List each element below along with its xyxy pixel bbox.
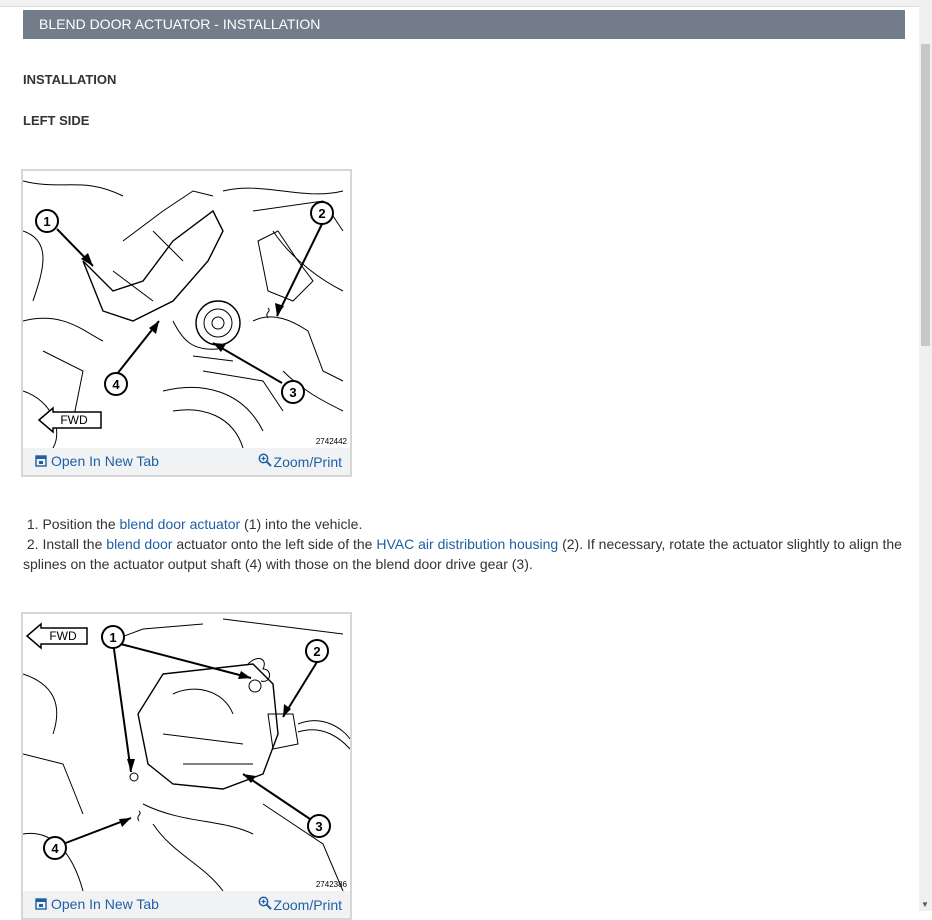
scrollbar-thumb[interactable] (921, 44, 930, 346)
figure-1-callout-1 (36, 210, 58, 232)
figure-1-callout-2 (311, 202, 333, 224)
figure-1-illustration[interactable] (23, 171, 350, 448)
blend-door-link[interactable]: blend door (106, 536, 173, 552)
figure-1-zoom-link[interactable] (258, 453, 342, 470)
svg-text:3: 3 (289, 385, 297, 400)
figure-2-callout-3 (308, 815, 330, 837)
figure-2 (21, 612, 352, 920)
svg-text:4: 4 (112, 377, 120, 392)
section-heading-installation: INSTALLATION (23, 72, 117, 87)
figure-1-callout-4 (105, 373, 127, 395)
figure-2-callout-2 (306, 640, 328, 662)
figure-1-zoom-label: Zoom/Print (273, 454, 342, 470)
figure-2-callout-1 (102, 626, 124, 648)
figure-2-zoom-label: Zoom/Print (273, 897, 342, 913)
open-new-tab-icon (35, 898, 47, 910)
figure-1-fwd-arrow (39, 408, 101, 432)
figure-2-open-tab-label: Open In New Tab (51, 896, 159, 912)
page-title: BLEND DOOR ACTUATOR - INSTALLATION (23, 10, 905, 39)
figure-2-open-tab-link[interactable] (35, 896, 159, 912)
section-heading-left-side: LEFT SIDE (23, 113, 90, 128)
figure-1-drawing (23, 171, 350, 448)
figure-1-open-tab-link[interactable] (35, 453, 159, 469)
scroll-down-arrow-icon[interactable]: ▼ (921, 900, 929, 909)
svg-text:FWD: FWD (60, 413, 88, 427)
figure-2-number: 2742386 (315, 880, 347, 889)
hvac-housing-link[interactable]: HVAC air distribution housing (376, 536, 559, 552)
figure-2-illustration[interactable] (23, 614, 350, 891)
figure-2-fwd-arrow (27, 624, 87, 648)
step-2: 2. Install the blend door actuator onto the left side of the HVAC air distribution housing (2). If necessary, rotate the actuator slightly to align the splines on the actuator output shaft (4) with those on the blend door drive gear (3). (23, 536, 902, 572)
procedure-steps (23, 514, 908, 574)
step-1: 1. Position the blend door actuator (1) into the vehicle. (26, 516, 363, 532)
vertical-scrollbar[interactable] (919, 0, 932, 911)
figure-1-callout-3 (282, 381, 304, 403)
zoom-icon (258, 453, 272, 467)
figure-2-zoom-link[interactable] (258, 896, 342, 913)
svg-text:4: 4 (51, 841, 59, 856)
svg-text:1: 1 (109, 630, 117, 645)
figure-1-toolbar (23, 448, 350, 475)
figure-2-callout-4 (44, 837, 66, 859)
svg-text:3: 3 (315, 819, 323, 834)
figure-2-toolbar (23, 891, 350, 918)
zoom-icon (258, 896, 272, 910)
svg-text:2: 2 (318, 206, 326, 221)
open-new-tab-icon (35, 455, 47, 467)
svg-text:FWD: FWD (49, 629, 77, 643)
top-border (0, 0, 932, 7)
figure-1-number: 2742442 (315, 437, 347, 446)
svg-text:2: 2 (313, 644, 321, 659)
figure-1-open-tab-label: Open In New Tab (51, 453, 159, 469)
blend-door-actuator-link[interactable]: blend door actuator (119, 516, 241, 532)
figure-1 (21, 169, 352, 477)
figure-2-drawing (23, 614, 350, 891)
svg-text:1: 1 (43, 214, 51, 229)
